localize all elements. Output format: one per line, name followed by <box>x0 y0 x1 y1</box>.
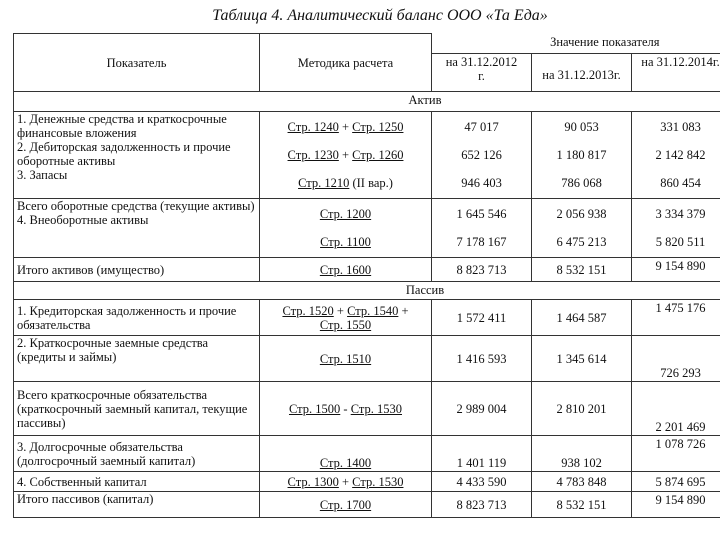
table-row: 1. Кредиторская задолженность и прочие обязательства Стр. 1520 + Стр. 1540 + Стр. 1550 1 572 411 1 464 587 1 475 176 <box>14 300 720 336</box>
table-row: Всего краткосрочные обязательства (краткосрочный заемный капитал, текущие пассивы) Стр. 1500 - Стр. 1530 2 989 004 2 810 201 2 201 469 <box>14 382 720 436</box>
header-row <box>14 34 720 54</box>
label-equity: 4. Собственный капитал <box>14 472 260 492</box>
header-method: Методика расчета <box>260 34 432 92</box>
table-row: Итого активов (имущество) Стр. 1600 8 823 713 8 532 151 9 154 890 <box>14 258 720 282</box>
section-row-assets <box>14 92 720 112</box>
method-link[interactable]: Стр. 1500 <box>288 401 341 416</box>
table-title: Таблица 4. Аналитический баланс ООО «Та Еда» <box>212 7 548 24</box>
current-noncurrent-labels <box>14 199 260 258</box>
table-row: 3. Долгосрочные обязательства (долгосрочный заемный капитал) Стр. 1400 1 401 119 938 102 1 078 726 <box>14 436 720 472</box>
method-link[interactable]: Стр. 1250 <box>352 120 404 134</box>
label-noncurrent-assets: 4. Внеоборотные активы <box>17 213 149 227</box>
method-link[interactable]: Стр. 1530 <box>352 474 404 489</box>
label-payables: 1. Кредиторская задолженность и прочие обязательства <box>14 300 260 336</box>
method-link[interactable]: Стр. 1300 <box>287 474 339 489</box>
assets-labels-cell <box>14 112 260 199</box>
label-receivables: 2. Дебиторская задолженность и прочие оборотные активы <box>17 140 231 168</box>
assets-methods-cell: Стр. 1240 + Стр. 1250 Стр. 1230 + Стр. 1260 Стр. 1210 (II вар.) <box>260 112 432 199</box>
label-current-assets: Всего оборотные средства (текущие активы) <box>17 199 255 213</box>
method-link[interactable]: Стр. 1510 <box>319 351 372 366</box>
label-long-liab: 3. Долгосрочные обязательства (долгосрочный заемный капитал) <box>14 436 260 472</box>
method-link[interactable]: Стр. 1540 <box>347 303 399 318</box>
method-link[interactable]: Стр. 1260 <box>352 148 404 162</box>
method-link[interactable]: Стр. 1210 <box>298 176 350 190</box>
method-link[interactable]: Стр. 1400 <box>319 456 372 470</box>
method-link[interactable]: Стр. 1200 <box>319 207 372 221</box>
label-total-liab: Итого пассивов (капитал) <box>14 492 260 518</box>
method-link[interactable]: Стр. 1520 <box>282 303 334 318</box>
method-link[interactable]: Стр. 1240 <box>287 120 339 134</box>
label-total-assets: Итого активов (имущество) <box>14 258 260 282</box>
section-assets: Актив <box>14 92 720 112</box>
method-link[interactable]: Стр. 1700 <box>319 497 372 512</box>
assets-2012-cell: 47 017 652 126 946 403 <box>432 112 532 199</box>
label-cash: 1. Денежные средства и краткосрочные финансовые вложения <box>17 112 227 140</box>
table-row: Всего оборотные средства (текущие активы) 4. Внеоборотные активы Стр. 1200 Стр. 1100 1 645 546 7 178 167 2 056 938 6 475 213 3 334 379 5 820 511 <box>14 199 720 258</box>
method-payables: Стр. 1520 + Стр. 1540 + Стр. 1550 <box>260 300 432 336</box>
assets-2013-cell: 90 053 1 180 817 786 068 <box>532 112 632 199</box>
section-row-liabilities <box>14 282 720 300</box>
method-link[interactable]: Стр. 1100 <box>320 235 371 249</box>
table-row: 2. Краткосрочные заемные средства (кредиты и займы) Стр. 1510 1 416 593 1 345 614 726 293 <box>14 336 720 382</box>
table-row: Итого пассивов (капитал) Стр. 1700 8 823 713 8 532 151 9 154 890 <box>14 492 720 518</box>
table-row: 4. Собственный капитал Стр. 1300 + Стр. 1530 4 433 590 4 783 848 5 874 695 <box>14 472 720 492</box>
method-link[interactable]: Стр. 1550 <box>319 317 372 332</box>
method-link[interactable]: Стр. 1530 <box>350 401 402 416</box>
label-short-loans: 2. Краткосрочные заемные средства (кредиты и займы) <box>14 336 260 382</box>
header-2013: на 31.12.2013г. <box>532 54 632 92</box>
method-link[interactable]: Стр. 1230 <box>287 148 339 162</box>
table-row <box>14 112 720 199</box>
assets-2014-cell: 331 083 2 142 842 860 454 <box>632 112 720 199</box>
header-2014: на 31.12.2014г. <box>632 54 720 92</box>
header-2012: на 31.12.2012 г. <box>432 54 532 92</box>
label-short-total: Всего краткосрочные обязательства (краткосрочный заемный капитал, текущие пассивы) <box>14 382 260 436</box>
section-liabilities: Пассив <box>14 282 720 300</box>
header-value-group: Значение показателя <box>432 34 720 54</box>
current-noncurrent-methods <box>260 199 432 258</box>
balance-table <box>13 33 720 518</box>
label-inventory: 3. Запасы <box>17 168 68 182</box>
method-link[interactable]: Стр. 1600 <box>319 262 372 277</box>
header-indicator: Показатель <box>14 34 260 92</box>
